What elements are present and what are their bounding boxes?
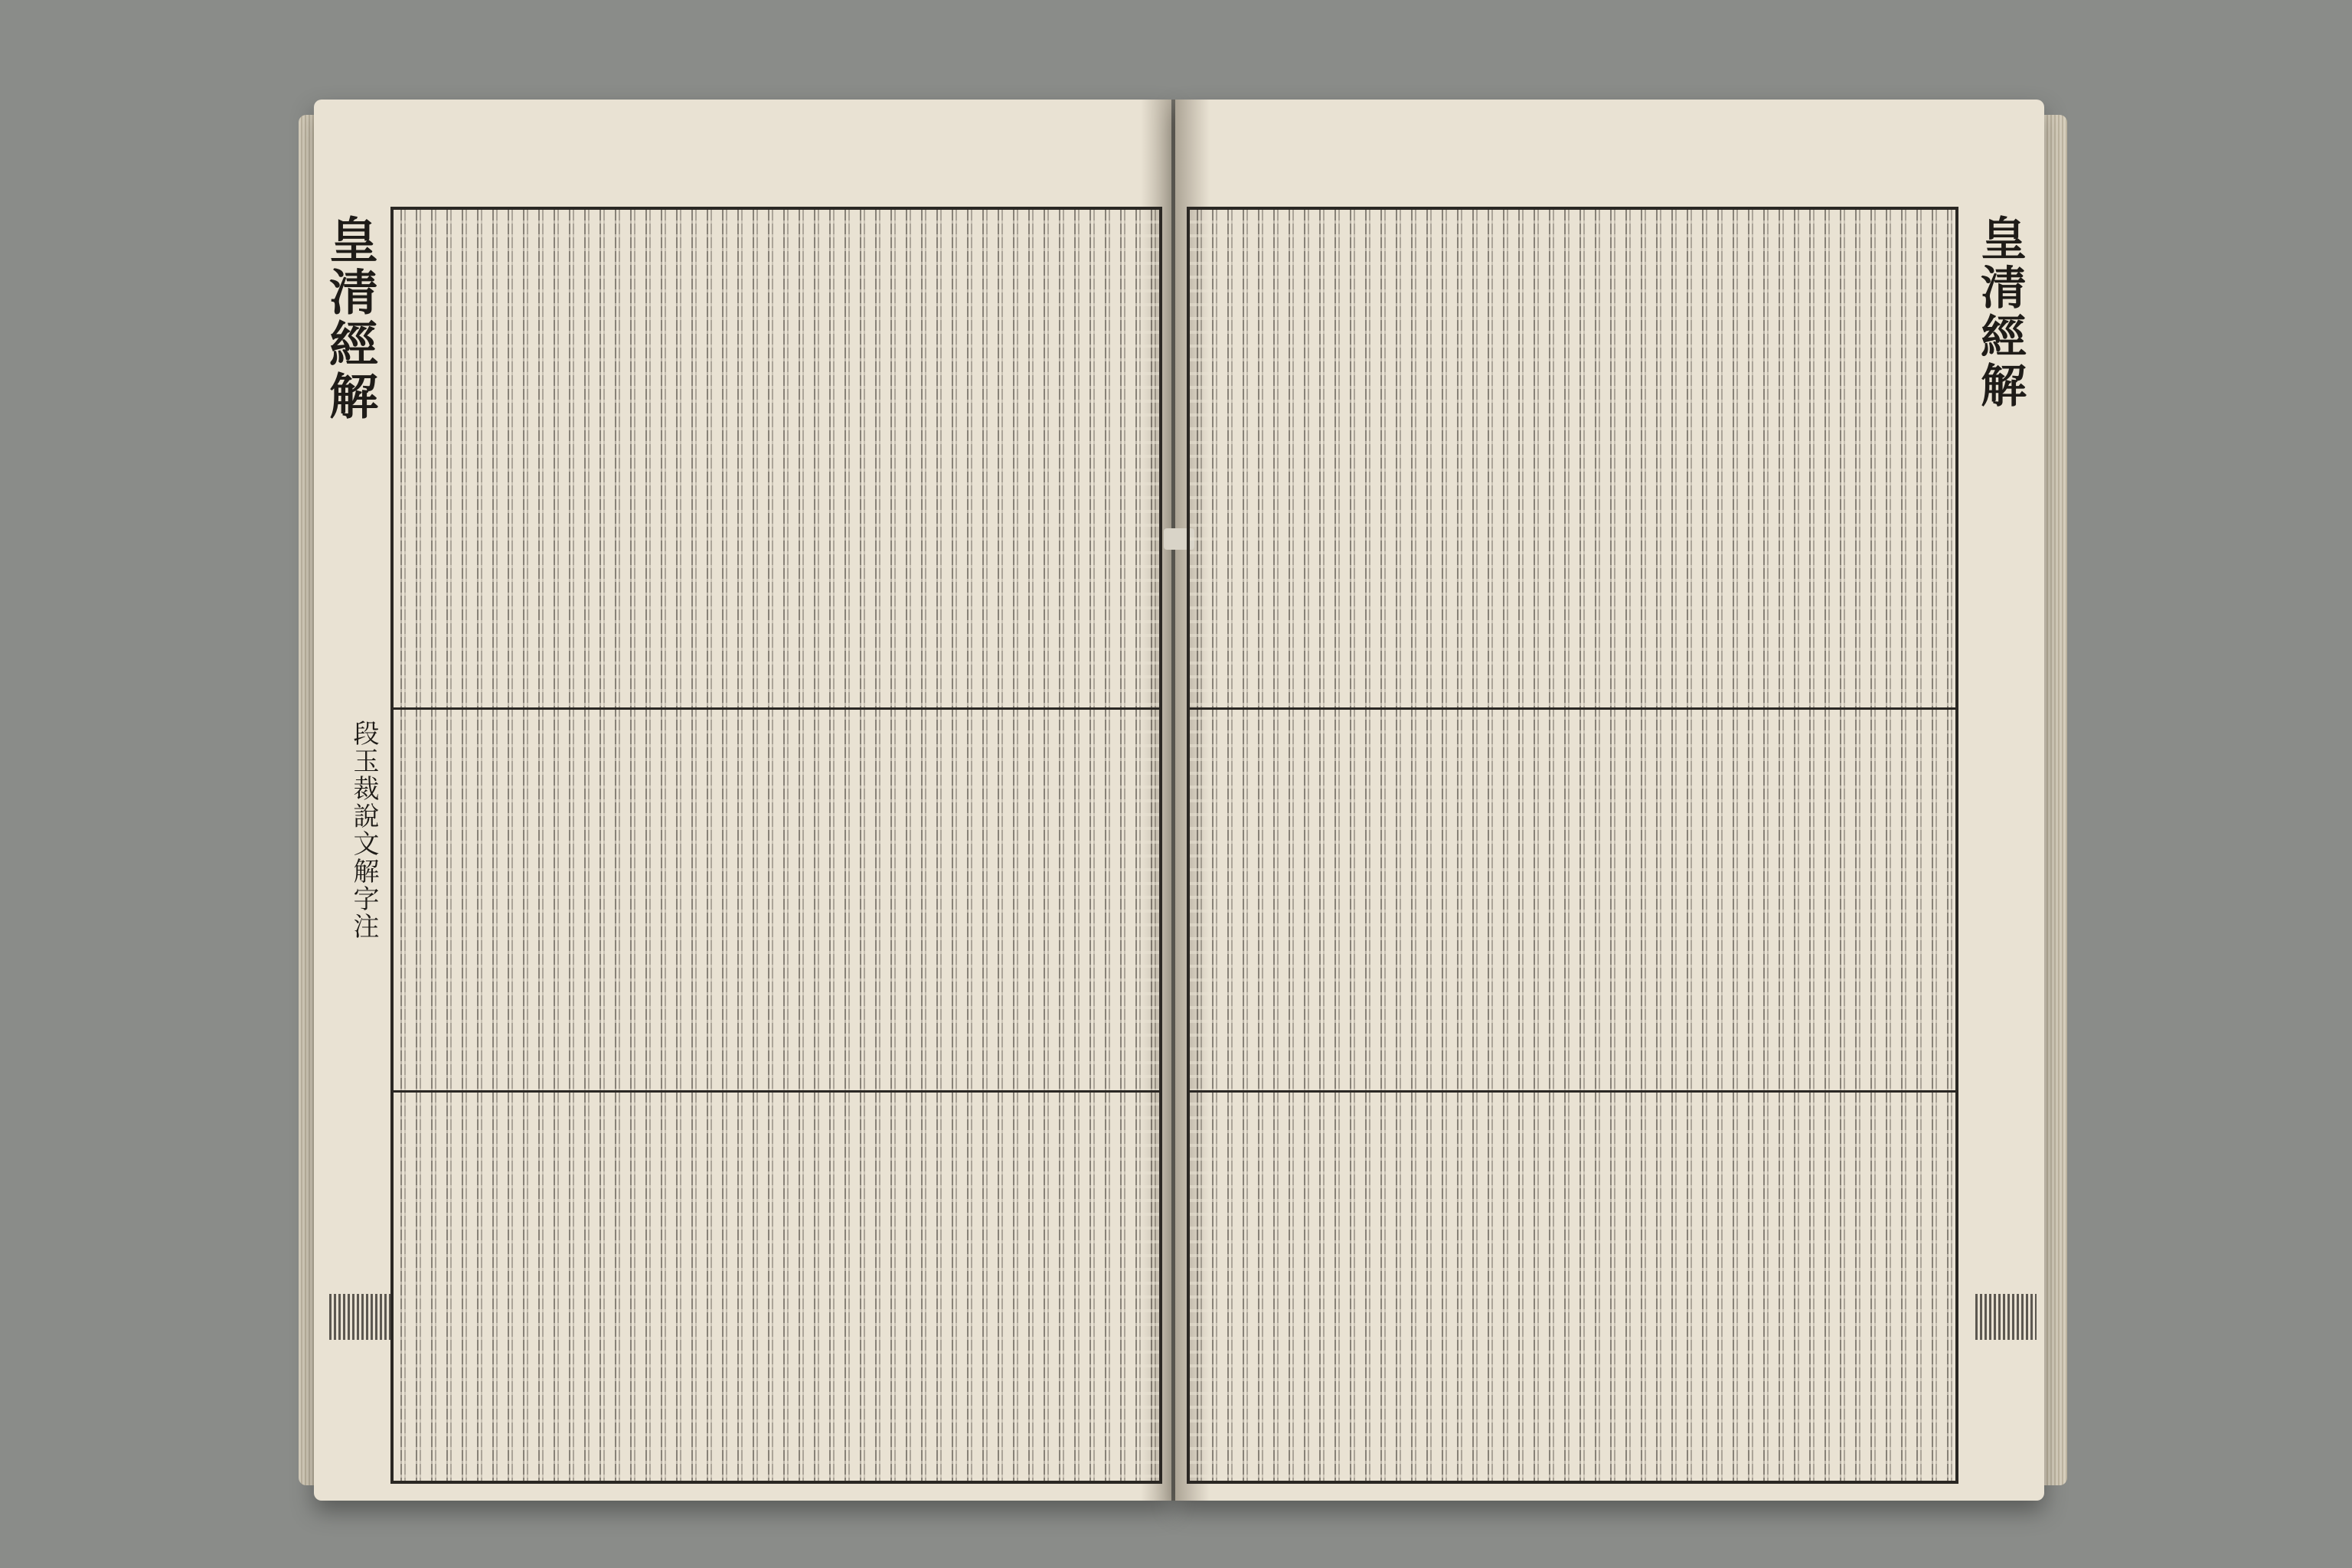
- left-text-block: [390, 207, 1162, 1484]
- right-folio-mark: [1975, 1294, 2037, 1340]
- left-running-subtitle: 段玉裁說文解字注: [348, 720, 379, 940]
- open-book: [314, 100, 2044, 1501]
- right-running-head: 皇清經解: [1973, 214, 2027, 410]
- left-register-rule-1: [394, 707, 1159, 710]
- right-register-rule-2: [1190, 1090, 1955, 1093]
- left-running-head: 皇清經解: [321, 214, 378, 423]
- right-register-rule-1: [1190, 707, 1955, 710]
- left-register-rule-2: [394, 1090, 1159, 1093]
- left-folio-mark: [329, 1294, 390, 1340]
- right-text-block: [1187, 207, 1958, 1484]
